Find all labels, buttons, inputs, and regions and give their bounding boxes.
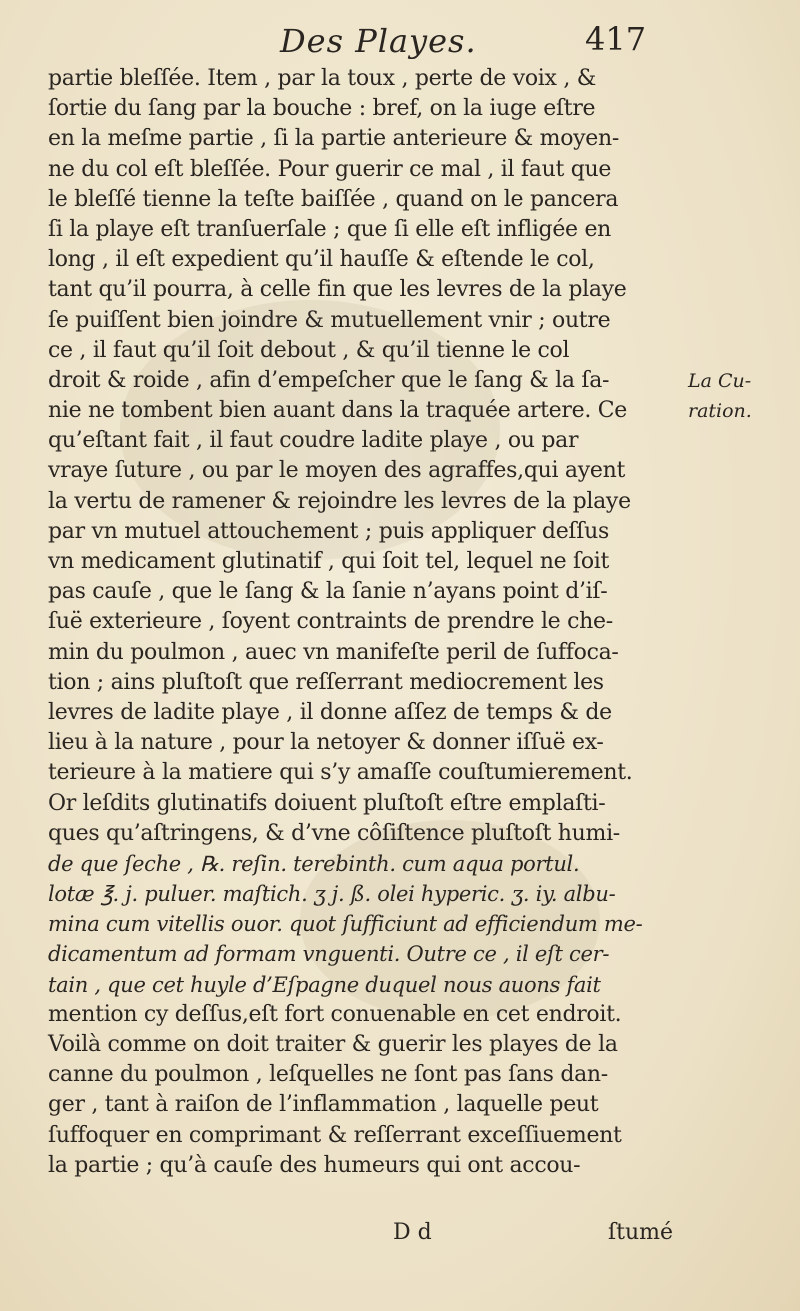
page-header [0, 14, 800, 66]
text-line: ce , il faut qu’il ſoit debout , & qu’il tienne le col [48, 337, 570, 363]
text-line: ques qu’aſtringens, & d’vne côſiſtence pluſtoſt humi- [48, 820, 620, 846]
text-line: la vertu de ramener & rejoindre les levres de la playe [48, 488, 631, 514]
text-line: Voilà comme on doit traiter & guerir les playes de la [48, 1032, 618, 1057]
margin-note [688, 366, 788, 426]
text-line: lotæ ℥. j. puluer. maſtich. ʒ j. ß. olei hyperic. ʒ. iy. albu- [48, 882, 616, 907]
text-line: la partie ; qu’à cauſe des humeurs qui ont accou- [48, 1152, 581, 1178]
text-line: vn medicament glutinatif , qui ſoit tel, lequel ne ſoit [48, 549, 610, 574]
text-line: qu’eſtant fait , il faut coudre ladite playe , ou par [48, 428, 579, 454]
text-line: par vn mutuel attouchement ; puis appliquer deſſus [48, 518, 609, 544]
text-line: levres de ladite playe , il donne aſſez de temps & de [48, 699, 612, 725]
text-line: terieure à la matiere qui s’y amaſſe couſtumierement. [48, 760, 633, 786]
text-line: mina cum vitellis ouor. quot ſufficiunt ad efficiendum me- [48, 912, 643, 937]
page-number: 417 [585, 20, 647, 58]
page-footer [48, 1218, 674, 1248]
text-line: Or leſdits glutinatifs doiuent pluſtoſt eſtre emplaſti- [48, 790, 606, 816]
text-line: min du poulmon , auec vn manifeſte peril de ſuffoca- [48, 639, 619, 665]
text-line: ger , tant à raiſon de l’inflammation , laquelle peut [48, 1092, 599, 1118]
text-line: ſortie du ſang par la bouche : bref, on la iuge eſtre [48, 96, 596, 122]
signature-mark: D d [393, 1220, 432, 1245]
text-line: ne du col eſt bleſſée. Pour guerir ce mal , il faut que [48, 156, 612, 182]
text-line: ſe puiſſent bien joindre & mutuellement vnir ; outre [48, 307, 611, 333]
text-line: partie bleſſée. Item , par la toux , perte de voix , & [48, 66, 596, 91]
margin-note-line: La Cu- [688, 370, 752, 392]
text-line: tain , que cet huyle d’Eſpagne duquel nous auons fait [48, 972, 601, 997]
text-line: pas cauſe , que le ſang & la ſanie n’ayans point d’iſ- [48, 579, 608, 605]
text-line: de que ſeche , ℞. reſin. terebinth. cum aqua portul. [48, 851, 580, 876]
text-line: dicamentum ad formam vnguenti. Outre ce , il eſt cer- [48, 942, 610, 967]
text-line: long , il eſt expedient qu’il hauſſe & eſtende le col, [48, 247, 595, 273]
text-line: canne du poulmon , leſquelles ne ſont pas ſans dan- [48, 1062, 608, 1088]
text-line: tant qu’il pourra, à celle fin que les levres de la playe [48, 277, 627, 303]
text-line: vraye ſuture , ou par le moyen des agraffes,qui ayent [48, 458, 625, 484]
margin-note-line: ration. [688, 400, 752, 422]
text-line: le bleſſé tienne la teſte baiſſée , quand on le pancera [48, 186, 619, 212]
catchword: ſtumé [608, 1220, 674, 1245]
running-title: Des Playes. [280, 22, 477, 60]
text-line: ſi la playe eſt tranſuerſale ; que ſi elle eſt infligée en [48, 216, 612, 242]
text-line: ſuffoquer en comprimant & reſſerrant exceſſiuement [48, 1122, 622, 1148]
text-line: ſuë exterieure , ſoyent contraints de prendre le che- [48, 609, 613, 635]
text-line: nie ne tombent bien auant dans la traquée artere. Ce [48, 398, 627, 424]
text-line: tion ; ains pluſtoſt que reſſerrant mediocrement les [48, 669, 604, 695]
text-line: droit & roide , afin d’empeſcher que le ſang & la ſa- [48, 367, 610, 393]
closing-paragraph [48, 1000, 668, 1181]
latin-recipe [48, 849, 668, 1000]
text-line: lieu à la nature , pour la netoyer & donner iſſuë ex- [48, 730, 604, 756]
text-line: en la meſme partie , ſi la partie anterieure & moyen- [48, 126, 619, 152]
body-text [48, 64, 668, 1181]
body-paragraph [48, 64, 668, 849]
text-line: mention cy deſſus,eſt fort conuenable en cet endroit. [48, 1001, 622, 1027]
